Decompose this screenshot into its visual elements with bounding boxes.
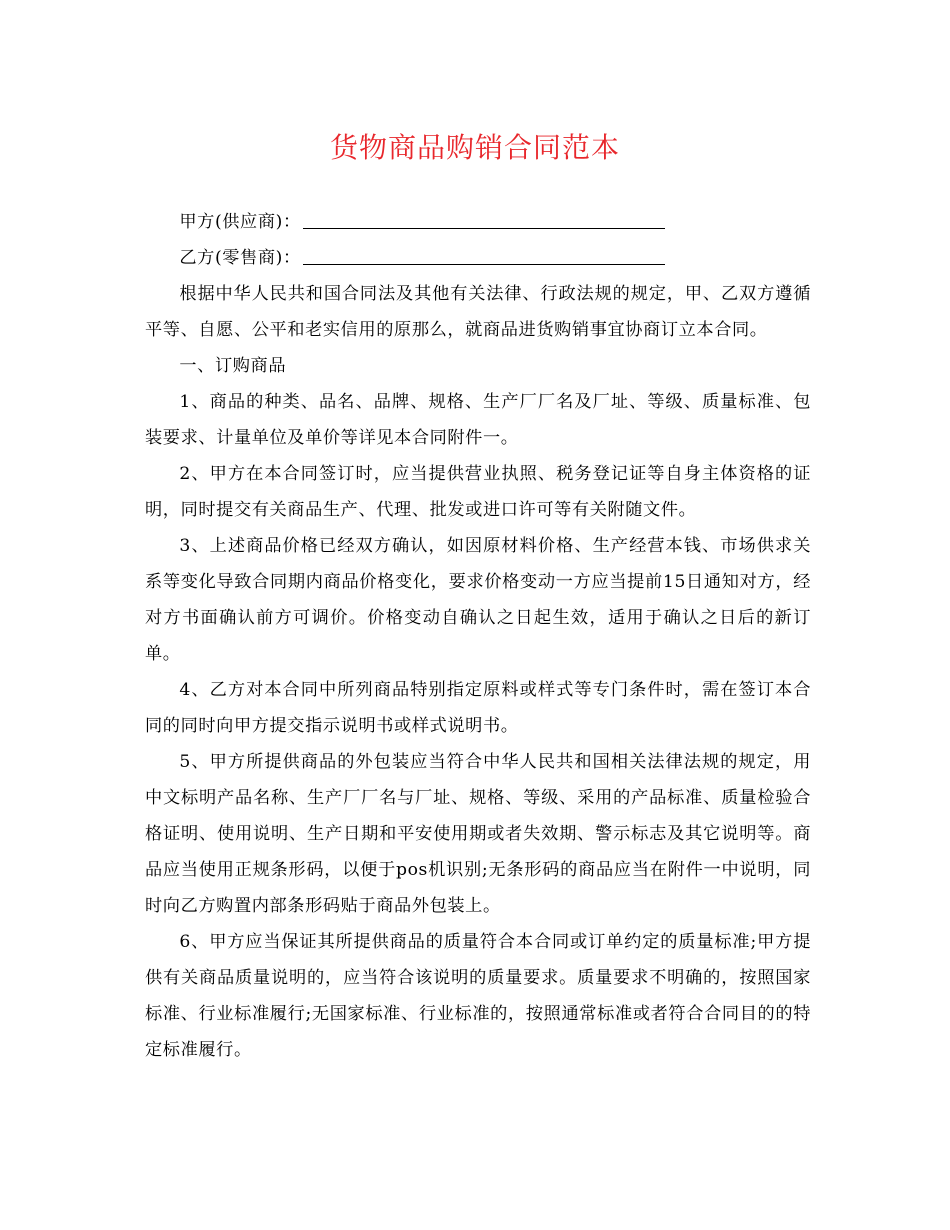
contract-body	[145, 204, 811, 1068]
clause-2: 2、甲方在本合同签订时，应当提供营业执照、税务登记证等自身主体资格的证明，同时提交有关商品生产、代理、批发或进口许可等有关附随文件。	[145, 464, 811, 520]
party-b-label: 乙方(零售商)：	[179, 248, 301, 268]
party-a-label: 甲方(供应商)：	[179, 212, 301, 232]
clause-4: 4、乙方对本合同中所列商品特别指定原料或样式等专门条件时，需在签订本合同的同时向甲方提交指示说明书或样式说明书。	[145, 680, 811, 736]
party-b-line	[145, 240, 811, 276]
page-title: 货物商品购销合同范本	[329, 131, 620, 164]
clause-1: 1、商品的种类、品名、品牌、规格、生产厂厂名及厂址、等级、质量标准、包装要求、计量单位及单价等详见本合同附件一。	[145, 392, 811, 448]
party-b-blank	[303, 246, 665, 265]
section-heading: 一、订购商品	[179, 356, 287, 376]
intro-paragraph: 根据中华人民共和国合同法及其他有关法律、行政法规的规定，甲、乙双方遵循平等、自愿、公平和老实信用的原那么，就商品进货购销事宜协商订立本合同。	[145, 284, 811, 340]
clause-3: 3、上述商品价格已经双方确认，如因原材料价格、生产经营本钱、市场供求关系等变化导致合同期内商品价格变化，要求价格变动一方应当提前15日通知对方，经对方书面确认前方可调价。价格变动自确认之日起生效，适用于确认之日后的新订单。	[145, 536, 811, 664]
clause-6: 6、甲方应当保证其所提供商品的质量符合本合同或订单约定的质量标准;甲方提供有关商品质量说明的，应当符合该说明的质量要求。质量要求不明确的，按照国家标准、行业标准履行;无国家标准、行业标准的，按照通常标准或者符合合同目的的特定标准履行。	[145, 932, 811, 1060]
party-a-line	[145, 204, 811, 240]
party-a-blank	[303, 210, 665, 229]
clause-5: 5、甲方所提供商品的外包装应当符合中华人民共和国相关法律法规的规定，用中文标明产品名称、生产厂厂名与厂址、规格、等级、采用的产品标准、质量检验合格证明、使用说明、生产日期和平安使用期或者失效期、警示标志及其它说明等。商品应当使用正规条形码，以便于pos机识别;无条形码的商品应当在附件一中说明，同时向乙方购置内部条形码贴于商品外包装上。	[145, 752, 811, 916]
